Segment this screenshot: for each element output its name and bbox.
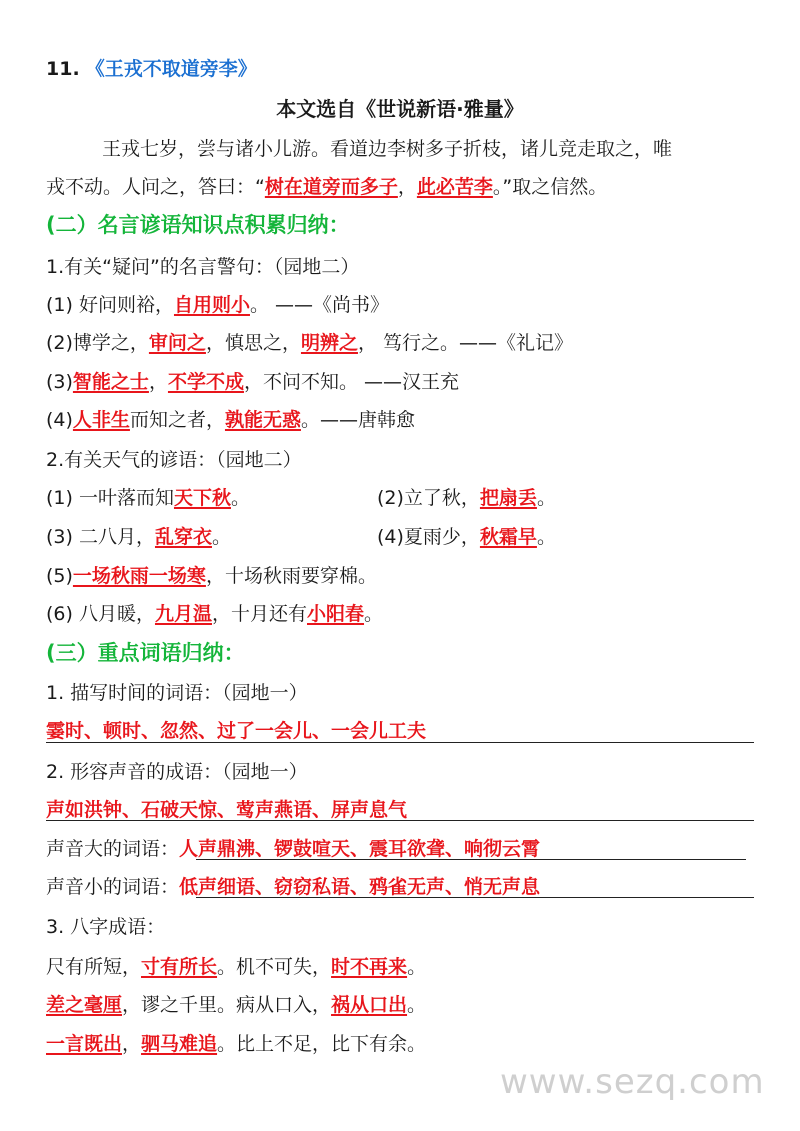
label: 声音大的词语： <box>46 838 180 860</box>
text: ，不问不知。 ——汉王充 <box>243 371 460 393</box>
story-paragraph-line2 <box>46 174 607 200</box>
answer: 差之毫厘 <box>46 994 123 1016</box>
text: 。——唐韩愈 <box>300 409 415 431</box>
answer: 不学不成 <box>167 371 244 393</box>
answer: 一言既出 <box>46 1033 123 1055</box>
idiom-line-1 <box>46 954 426 980</box>
quote-line-2 <box>46 330 573 356</box>
answer: 智能之士 <box>72 371 149 393</box>
text: ，十月还有 <box>211 603 307 625</box>
time-words-title: 1. 描写时间的词语：（园地一） <box>46 682 308 704</box>
answer-rule <box>46 742 754 743</box>
text: 。机不可失， <box>217 956 332 978</box>
text: ，谬之千里。病从口入， <box>122 994 332 1016</box>
text: 。 <box>407 994 427 1016</box>
story-number: 11. <box>46 58 80 80</box>
text: 。 <box>536 487 556 509</box>
text: 。 <box>407 956 427 978</box>
text: ，十场秋雨要穿棉。 <box>205 565 377 587</box>
text: 戎不动。人问之，答曰：“ <box>46 176 265 198</box>
q2-title: 2.有关天气的谚语：（园地二） <box>46 449 302 471</box>
story-title: 《王戎不取道旁李》 <box>85 58 257 80</box>
quote-line-3 <box>46 369 459 395</box>
q1-title: 1.有关“疑问”的名言警句：（园地二） <box>46 256 360 278</box>
answer: 把扇丢 <box>479 487 537 509</box>
answer: 人非生 <box>72 409 130 431</box>
text: ， <box>397 176 417 198</box>
eight-char-title: 3. 八字成语： <box>46 916 166 938</box>
text: (5) <box>46 565 73 587</box>
text: 。”取之信然。 <box>492 176 608 198</box>
proverb-3 <box>46 524 231 550</box>
text: 。 ——《尚书》 <box>249 294 390 316</box>
text: (6) 八月暖， <box>46 603 155 625</box>
text: ， <box>122 1033 142 1055</box>
text: 。 <box>211 526 231 548</box>
watermark: www.sezq.com <box>500 1062 765 1102</box>
answer: 低声细语、窃窃私语、鸦雀无声、悄无声息 <box>179 876 541 898</box>
text: (4)夏雨少， <box>377 526 480 548</box>
proverb-6 <box>46 601 383 627</box>
answer: 祸从口出 <box>331 994 408 1016</box>
text: (1) 好问则裕， <box>46 294 174 316</box>
text: 而知之者， <box>129 409 225 431</box>
sound-idioms-title: 2. 形容声音的成语：（园地一） <box>46 761 308 783</box>
answer: 时不再来 <box>331 956 408 978</box>
answer: 此必苦李 <box>416 176 493 198</box>
answer: 驷马难追 <box>141 1033 218 1055</box>
idiom-line-3 <box>46 1031 426 1057</box>
answer-rule <box>196 897 754 898</box>
answer-rule <box>46 820 754 821</box>
text: ， <box>148 371 168 393</box>
answer: 乱穿衣 <box>154 526 212 548</box>
answer: 自用则小 <box>173 294 250 316</box>
text: 。比上不足，比下有余。 <box>217 1033 427 1055</box>
text: (3) 二八月， <box>46 526 155 548</box>
answer-rule <box>196 859 746 860</box>
story-paragraph-line1: 王戎七岁，尝与诸小儿游。看道边李树多子折枝，诸儿竞走取之，唯 <box>102 138 673 160</box>
text: 尺有所短， <box>46 956 142 978</box>
proverb-5 <box>46 563 377 589</box>
quote-line-1 <box>46 292 389 318</box>
answer: 小阳春 <box>307 603 365 625</box>
section2-heading: (二）名言谚语知识点积累归纳： <box>46 213 350 237</box>
proverb-1 <box>46 485 250 511</box>
answer: 明辨之 <box>300 332 358 354</box>
story-source: 本文选自《世说新语·雅量》 <box>276 97 524 121</box>
answer: 树在道旁而多子 <box>264 176 398 198</box>
answer: 审问之 <box>148 332 206 354</box>
time-words-answer: 霎时、顿时、忽然、过了一会儿、一会儿工夫 <box>46 720 427 742</box>
text: (3) <box>46 371 73 393</box>
proverb-4 <box>377 524 556 550</box>
text: (4) <box>46 409 73 431</box>
answer: 寸有所长 <box>141 956 218 978</box>
text: 。 <box>364 603 384 625</box>
sound-idioms-answer: 声如洪钟、石破天惊、莺声燕语、屏声息气 <box>46 799 408 821</box>
label: 声音小的词语： <box>46 876 180 898</box>
story-title-line <box>46 56 257 82</box>
text: 。 <box>230 487 250 509</box>
text: (1) 一叶落而知 <box>46 487 174 509</box>
text: 。 <box>536 526 556 548</box>
quote-line-4 <box>46 407 415 433</box>
answer: 一场秋雨一场寒 <box>72 565 206 587</box>
text: ，慎思之， <box>205 332 301 354</box>
text: (2)立了秋， <box>377 487 480 509</box>
idiom-line-2 <box>46 992 426 1018</box>
proverb-2 <box>377 485 556 511</box>
answer: 天下秋 <box>173 487 231 509</box>
section3-heading: (三）重点词语归纳： <box>46 641 245 665</box>
answer: 人声鼎沸、锣鼓喧天、震耳欲聋、响彻云霄 <box>179 838 541 860</box>
answer: 孰能无惑 <box>224 409 301 431</box>
answer: 秋霜早 <box>479 526 537 548</box>
text: (2)博学之， <box>46 332 149 354</box>
text: ， 笃行之。——《礼记》 <box>357 332 574 354</box>
answer: 九月温 <box>154 603 212 625</box>
